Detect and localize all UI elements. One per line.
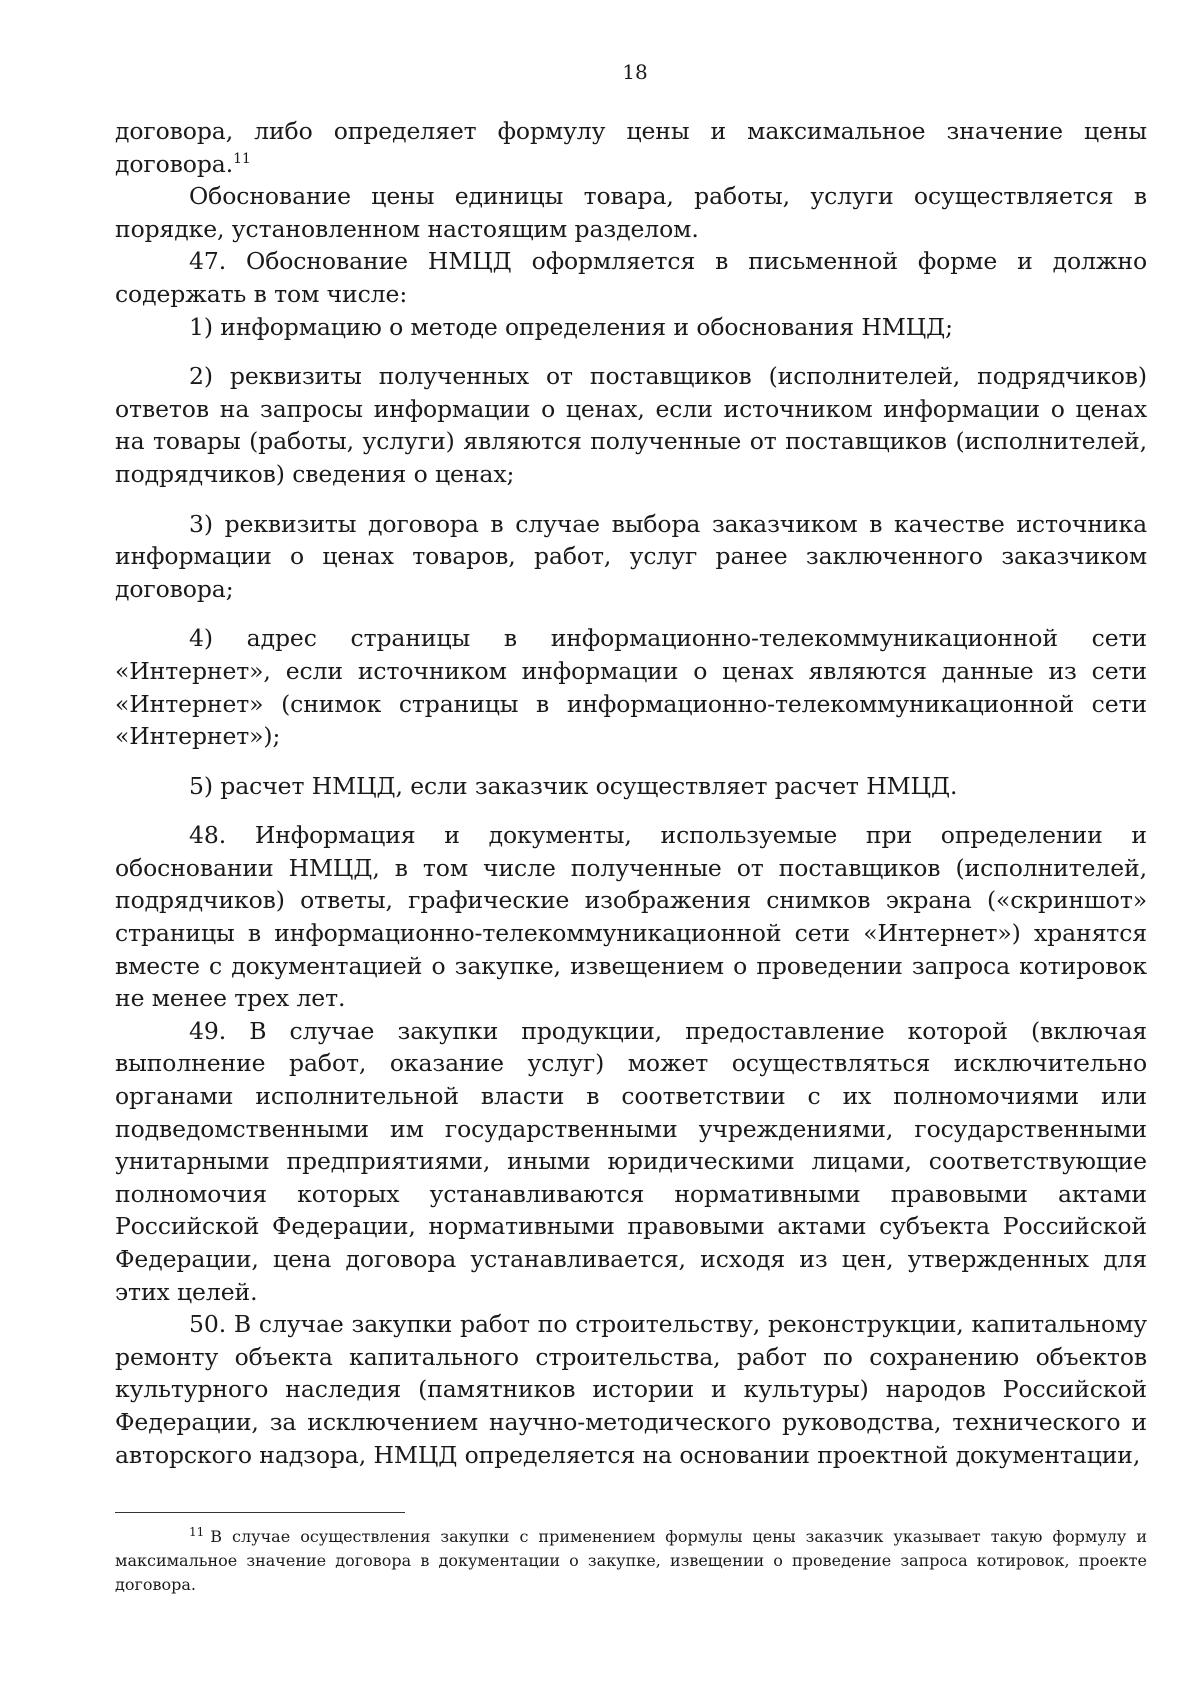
footnote-text: В случае осуществления закупки с применением формулы цены заказчик указывает такую формулу и максимальное значение договора в документации о закупке, извещении о проведение запроса котировок, проекте договора.: [115, 1527, 1147, 1594]
clause-49: 49. В случае закупки продукции, предоставление которой (включая выполнение работ, оказание услуг) может осуществляться исключительно органами исполнительной власти в соответствии с их полномочиями или подведомственными им государственными учреждениями, государственными унитарными предприятиями, иными юридическими лицами, соответствующие полномочия которых устанавливаются нормативными правовыми актами Российской Федерации, нормативными правовыми актами субъекта Российской Федерации, цена договора устанавливается, исходя из цен, утвержденных для этих целей.: [115, 1016, 1147, 1306]
list-item-2: 2) реквизиты полученных от поставщиков (исполнителей, подрядчиков) ответов на запросы информации о ценах, если источником информации о ценах на товары (работы, услуги) являются полученные от поставщиков (исполнителей, подрядчиков) сведения о ценах;: [115, 362, 1147, 488]
paragraph-text: договора, либо определяет формулу цены и максимальное значение цены договора.: [115, 117, 1147, 178]
footnote-reference[interactable]: 11: [233, 150, 251, 167]
footnote-divider: [115, 1512, 405, 1513]
clause-48: 48. Информация и документы, используемые при определении и обосновании НМЦД, в том числе полученные от поставщиков (исполнителей, подрядчиков) ответы, графические изображения снимков экрана («скриншот» страницы в информационно-телекоммуникационной сети «Интернет») хранятся вместе с документацией о закупке, извещением о проведении запроса котировок не менее трех лет.: [115, 821, 1147, 1013]
clause-50: 50. В случае закупки работ по строительству, реконструкции, капитальному ремонту объекта капитального строительства, работ по сохранению объектов культурного наследия (памятников истории и культуры) народов Российской Федерации, за исключением научно-методического руководства, технического и авторского надзора, НМЦД определяется на основании проектной документации,: [115, 1310, 1147, 1469]
list-item-3: 3) реквизиты договора в случае выбора заказчиком в качестве источника информации о ценах товаров, работ, услуг ранее заключенного заказчиком договора;: [115, 509, 1147, 603]
document-body: [115, 115, 1147, 1471]
page-number: 18: [622, 60, 648, 84]
clause-47: 47. Обоснование НМЦД оформляется в письменной форме и должно содержать в том числе:: [115, 247, 1147, 308]
list-item-4: 4) адрес страницы в информационно-телекоммуникационной сети «Интернет», если источником информации о ценах являются данные из сети «Интернет» (снимок страницы в информационно-телекоммуникационной сети «Интернет»);: [115, 624, 1147, 751]
footnote: [115, 1525, 1147, 1597]
paragraph: Обоснование цены единицы товара, работы, услуги осуществляется в порядке, установленном настоящим разделом.: [115, 182, 1147, 243]
paragraph-continuation: [115, 115, 1147, 180]
footnote-number: 11: [189, 1524, 205, 1539]
list-item-5: 5) расчет НМЦД, если заказчик осуществляет расчет НМЦД.: [189, 771, 958, 800]
list-item-1: 1) информацию о методе определения и обоснования НМЦД;: [189, 312, 953, 341]
